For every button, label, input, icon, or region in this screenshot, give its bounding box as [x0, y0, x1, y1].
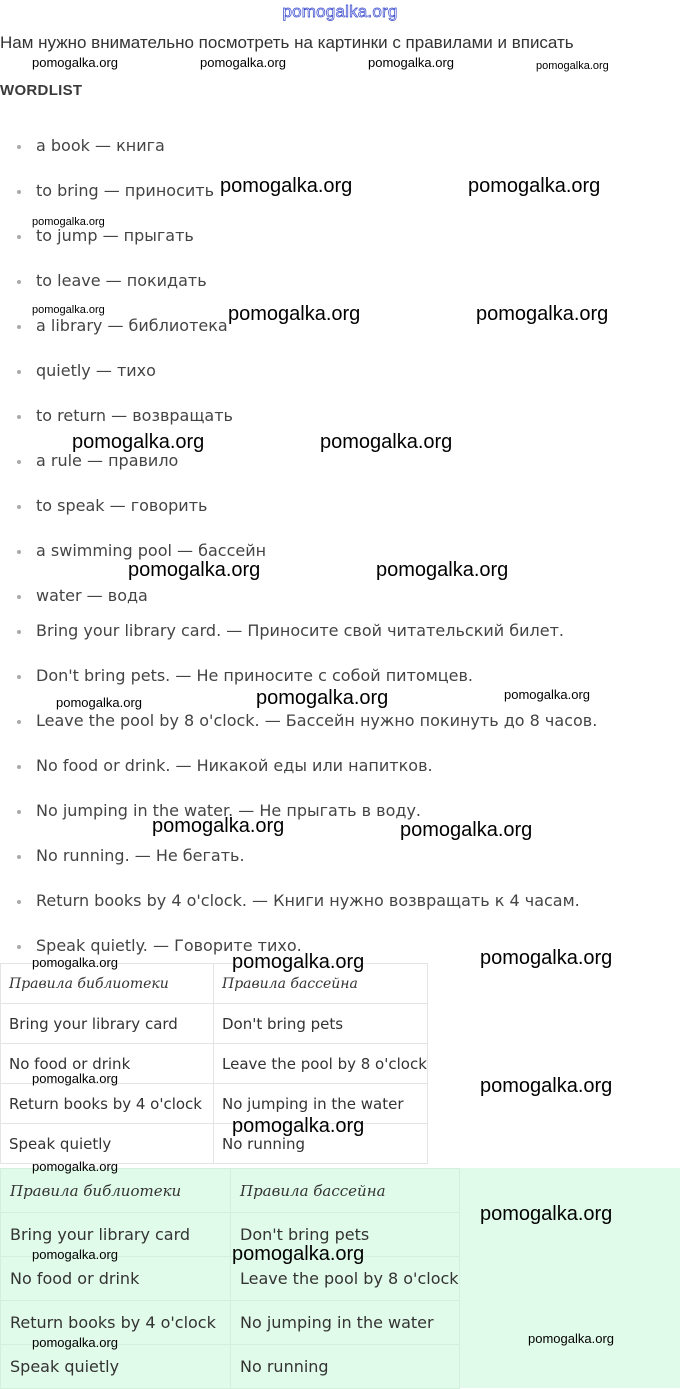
watermark: pomogalka.org [232, 1115, 365, 1137]
wordlist-item: Leave the pool by 8 o'clock. — Бассейн нужно покинуть до 8 часов. [36, 711, 598, 730]
wordlist-item: No running. — Не бегать. [36, 846, 245, 865]
table-cell: Speak quietly [1, 1124, 214, 1164]
table-cell: Speak quietly [1, 1345, 231, 1389]
wordlist-item: Speak quietly. — Говорите тихо. [36, 936, 302, 955]
watermark: pomogalka.org [32, 304, 105, 316]
wordlist-item: to return — возвращать [36, 406, 233, 425]
watermark: pomogalka.org [476, 303, 609, 325]
watermark: pomogalka.org [504, 687, 590, 702]
wordlist-item: water — вода [36, 586, 148, 605]
watermark: pomogalka.org [32, 216, 105, 228]
table-header-pool: Правила бассейна [231, 1169, 460, 1213]
table-cell: Return books by 4 o'clock [1, 1301, 231, 1345]
table-cell: No running [231, 1345, 460, 1389]
table-row [1, 1257, 460, 1301]
watermark: pomogalka.org [56, 695, 142, 710]
table-cell: Return books by 4 o'clock [1, 1084, 214, 1124]
watermark: pomogalka.org [32, 1335, 118, 1350]
wordlist-item: Return books by 4 o'clock. — Книги нужно возвращать к 4 часам. [36, 891, 580, 910]
table-header-library: Правила библиотеки [1, 1169, 231, 1213]
table-row [1, 1345, 460, 1389]
watermark: pomogalka.org [376, 559, 509, 581]
watermark: pomogalka.org [152, 815, 285, 837]
table-row [1, 1213, 460, 1257]
table-cell: No jumping in the water [231, 1301, 460, 1345]
wordlist-item: to speak — говорить [36, 496, 208, 515]
table-cell: Don't bring pets [214, 1004, 428, 1044]
watermark: pomogalka.org [368, 55, 454, 70]
watermark: pomogalka.org [528, 1331, 614, 1346]
wordlist-item: No jumping in the water. — Не прыгать в воду. [36, 801, 421, 820]
table-header-library: Правила библиотеки [1, 964, 214, 1004]
table-header-row [1, 964, 428, 1004]
table-cell: Leave the pool by 8 o'clock [231, 1257, 460, 1301]
table-cell: Bring your library card [1, 1004, 214, 1044]
table-cell: No food or drink [1, 1257, 231, 1301]
wordlist-item: a library — библиотека [36, 316, 228, 335]
watermark: pomogalka.org [32, 55, 118, 70]
watermark: pomogalka.org [32, 955, 118, 970]
watermark: pomogalka.org [400, 819, 533, 841]
watermark: pomogalka.org [468, 175, 601, 197]
wordlist-item: to leave — покидать [36, 271, 207, 290]
answer-block [0, 1168, 680, 1388]
watermark: pomogalka.org [72, 431, 205, 453]
watermark: pomogalka.org [228, 303, 361, 325]
table-row [1, 1084, 428, 1124]
watermark: pomogalka.org [128, 559, 261, 581]
table-cell: No running [214, 1124, 428, 1164]
watermark: pomogalka.org [32, 1071, 118, 1086]
wordlist-item: No food or drink. — Никакой еды или напитков. [36, 756, 433, 775]
watermark: pomogalka.org [536, 60, 609, 72]
watermark: pomogalka.org [232, 951, 365, 973]
watermark: pomogalka.org [32, 1159, 118, 1174]
intro-text: Нам нужно внимательно посмотреть на картинки с правилами и вписать [0, 33, 574, 52]
table-cell: No jumping in the water [214, 1084, 428, 1124]
wordlist-item: a swimming pool — бассейн [36, 541, 267, 560]
wordlist-item: a rule — правило [36, 451, 179, 470]
watermark: pomogalka.org [256, 687, 389, 709]
table-header-pool: Правила бассейна [214, 964, 428, 1004]
table-cell: Bring your library card [1, 1213, 231, 1257]
wordlist-item: to jump — прыгать [36, 226, 194, 245]
table-cell: No food or drink [1, 1044, 214, 1084]
watermark: pomogalka.org [480, 1203, 613, 1225]
rules-table [0, 963, 428, 1164]
table-row [1, 1004, 428, 1044]
table-cell: Don't bring pets [231, 1213, 460, 1257]
watermark: pomogalka.org [200, 55, 286, 70]
wordlist-heading: WORDLIST [0, 82, 83, 99]
wordlist-item: a book — книга [36, 136, 165, 155]
table-row [1, 1301, 460, 1345]
table-cell: Leave the pool by 8 o'clock [214, 1044, 428, 1084]
answer-table [0, 1168, 460, 1389]
watermark: pomogalka.org [480, 1075, 613, 1097]
watermark: pomogalka.org [32, 1247, 118, 1262]
table-header-row [1, 1169, 460, 1213]
watermark: pomogalka.org [232, 1243, 365, 1265]
wordlist-item: quietly — тихо [36, 361, 156, 380]
table-row [1, 1124, 428, 1164]
table-row [1, 1044, 428, 1084]
watermark: pomogalka.org [320, 431, 453, 453]
wordlist-item: to bring — приносить [36, 181, 215, 200]
wordlist-item: Bring your library card. — Приносите свой читательский билет. [36, 621, 564, 640]
watermark: pomogalka.org [220, 175, 353, 197]
wordlist-item: Don't bring pets. — Не приносите с собой питомцев. [36, 666, 474, 685]
watermark: pomogalka.org [480, 947, 613, 969]
site-logo[interactable]: pomogalka.org [282, 2, 398, 21]
